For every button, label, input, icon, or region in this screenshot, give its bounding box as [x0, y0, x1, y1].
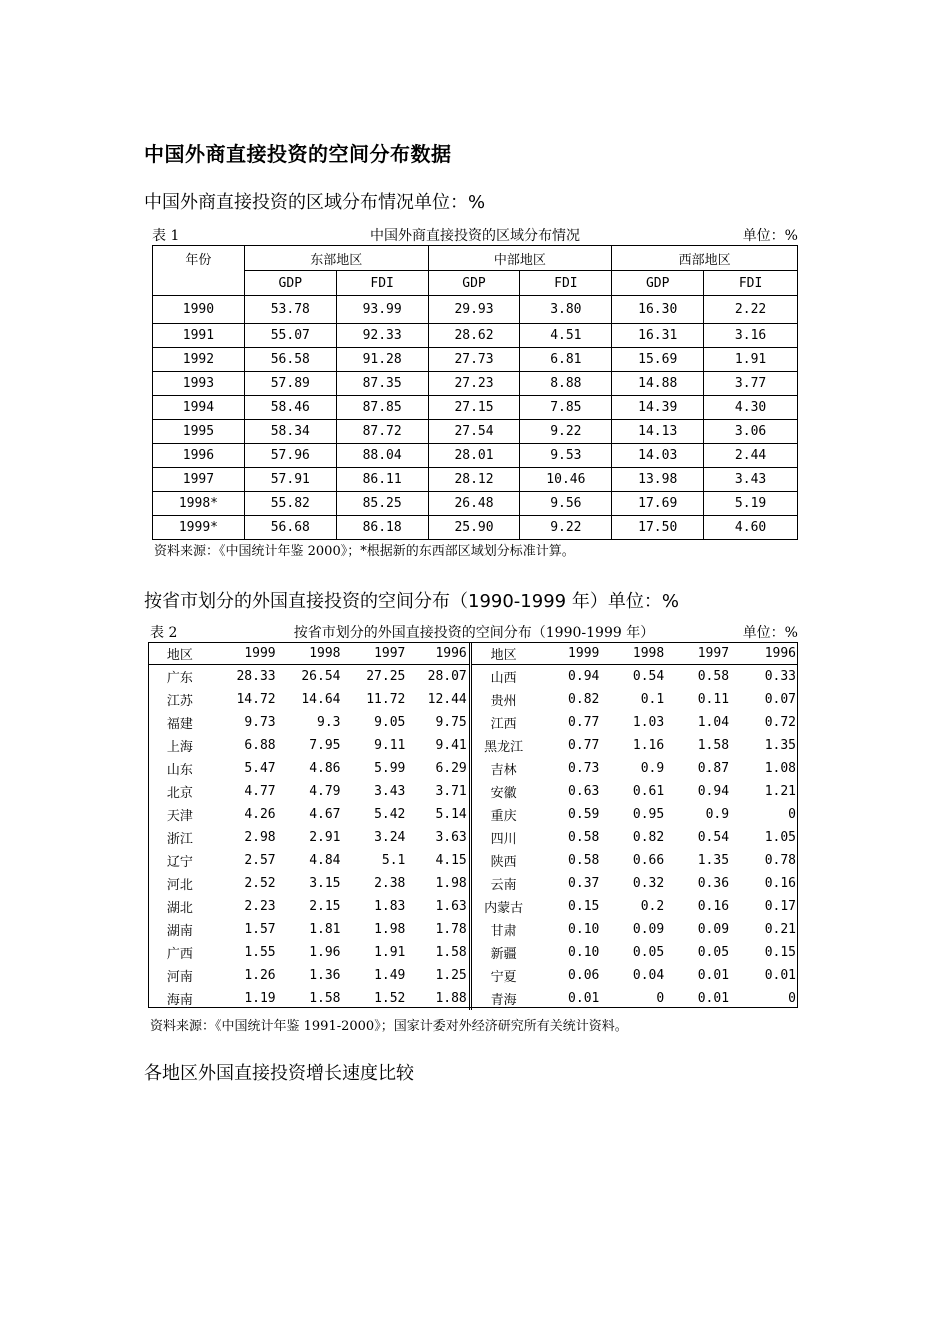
- value-cell: 14.72: [236, 692, 276, 707]
- value-cell: 0.72: [764, 715, 796, 730]
- value-cell: 1.35: [697, 853, 730, 868]
- value-cell: 0.61: [632, 784, 665, 799]
- value-cell: 0.77: [568, 715, 600, 730]
- province-cell: 辽宁: [166, 855, 193, 870]
- province-cell: 上海: [166, 740, 193, 755]
- province-cell: 福建: [166, 717, 193, 732]
- value-cell: 4.77: [244, 784, 276, 799]
- value-cell: 0.94: [568, 669, 600, 684]
- section-title-growth: 各地区外国直接投资增长速度比较: [144, 1063, 414, 1084]
- section-title-provincial: 按省市划分的外国直接投资的空间分布（1990-1999 年）单位：%: [144, 591, 679, 612]
- value-cell: 0.2: [640, 899, 665, 914]
- table2-source: 资料来源：《中国统计年鉴 1991-2000》；国家计委对外经济研究所有关统计资料。: [150, 1019, 628, 1034]
- year-cell: 1993: [153, 372, 245, 396]
- value-cell: 0.17: [764, 899, 796, 914]
- value-cell: 14.03: [612, 444, 704, 468]
- value-cell: 1.88: [407, 987, 470, 1010]
- table2-header-row: [148, 642, 798, 665]
- table1-header-row: [153, 246, 798, 271]
- value-cell: 1.21: [764, 784, 796, 799]
- value-cell: 0.32: [632, 876, 665, 891]
- column-header: 1996: [407, 642, 470, 665]
- value-cell: 1.26: [244, 968, 276, 983]
- value-cell: 28.33: [236, 669, 276, 684]
- value-cell: 0.05: [632, 945, 665, 960]
- province-cell: 江西: [490, 717, 517, 732]
- province-cell: 青海: [490, 993, 517, 1008]
- year-cell: 1990: [153, 296, 245, 324]
- province-cell: 江苏: [166, 694, 193, 709]
- value-cell: 0.82: [632, 830, 665, 845]
- value-cell: 0.04: [632, 968, 665, 983]
- province-cell: 新疆: [490, 947, 517, 962]
- value-cell: 57.89: [244, 372, 336, 396]
- value-cell: 17.69: [612, 492, 704, 516]
- value-cell: 0.10: [568, 922, 600, 937]
- province-cell: 广东: [166, 671, 193, 686]
- table-row: [148, 665, 798, 689]
- table-row: [148, 803, 798, 826]
- value-cell: 0.59: [568, 807, 600, 822]
- value-cell: 1.91: [374, 945, 406, 960]
- value-cell: 3.24: [374, 830, 406, 845]
- value-cell: 0.82: [568, 692, 600, 707]
- value-cell: 27.23: [428, 372, 520, 396]
- column-header: 1997: [343, 642, 408, 665]
- value-cell: 29.93: [428, 296, 520, 324]
- value-cell: 0.36: [697, 876, 730, 891]
- value-cell: 7.95: [309, 738, 341, 753]
- year-cell: 1995: [153, 420, 245, 444]
- value-cell: 1.63: [407, 895, 470, 918]
- value-cell: 57.91: [244, 468, 336, 492]
- value-cell: 0.15: [568, 899, 600, 914]
- table-row: [153, 516, 798, 540]
- value-cell: 28.01: [428, 444, 520, 468]
- province-cell: 山西: [490, 671, 517, 686]
- table-row: [148, 895, 798, 918]
- table-row: [148, 711, 798, 734]
- table-row: [153, 348, 798, 372]
- value-cell: 0.66: [632, 853, 665, 868]
- value-cell: 2.44: [704, 444, 798, 468]
- province-cell: 宁夏: [490, 970, 517, 985]
- value-cell: 27.73: [428, 348, 520, 372]
- value-cell: 2.91: [309, 830, 341, 845]
- value-cell: 1.16: [632, 738, 665, 753]
- table-row: [153, 468, 798, 492]
- value-cell: 9.53: [520, 444, 612, 468]
- provincial-fdi-table: [148, 642, 798, 1010]
- value-cell: 0.95: [632, 807, 665, 822]
- value-cell: 0.54: [632, 669, 665, 684]
- table1-unit: 单位：%: [742, 228, 798, 244]
- value-cell: 0: [788, 807, 796, 822]
- value-cell: 1.03: [632, 715, 665, 730]
- value-cell: 9.73: [244, 715, 276, 730]
- value-cell: 1.98: [374, 922, 406, 937]
- value-cell: 3.06: [704, 420, 798, 444]
- value-cell: 1.58: [697, 738, 730, 753]
- value-cell: 5.99: [374, 761, 406, 776]
- metric-header: GDP: [244, 271, 336, 296]
- value-cell: 86.11: [336, 468, 428, 492]
- value-cell: 1.57: [244, 922, 276, 937]
- value-cell: 15.69: [612, 348, 704, 372]
- value-cell: 0.77: [568, 738, 600, 753]
- value-cell: 0.01: [697, 991, 730, 1006]
- table-row: [153, 324, 798, 348]
- value-cell: 1.58: [309, 991, 341, 1006]
- value-cell: 91.28: [336, 348, 428, 372]
- table-row: [148, 987, 798, 1010]
- value-cell: 11.72: [366, 692, 406, 707]
- year-cell: 1997: [153, 468, 245, 492]
- value-cell: 0.54: [697, 830, 730, 845]
- value-cell: 9.22: [520, 516, 612, 540]
- value-cell: 1.52: [374, 991, 406, 1006]
- value-cell: 3.43: [374, 784, 406, 799]
- value-cell: 10.46: [520, 468, 612, 492]
- value-cell: 12.44: [407, 688, 470, 711]
- value-cell: 1.96: [309, 945, 341, 960]
- value-cell: 6.81: [520, 348, 612, 372]
- value-cell: 0.10: [568, 945, 600, 960]
- value-cell: 58.34: [244, 420, 336, 444]
- value-cell: 2.23: [244, 899, 276, 914]
- column-header: 1998: [278, 642, 343, 665]
- page-title: 中国外商直接投资的空间分布数据: [144, 142, 452, 166]
- value-cell: 55.82: [244, 492, 336, 516]
- value-cell: 9.56: [520, 492, 612, 516]
- value-cell: 4.30: [704, 396, 798, 420]
- value-cell: 14.13: [612, 420, 704, 444]
- value-cell: 1.35: [764, 738, 796, 753]
- value-cell: 27.54: [428, 420, 520, 444]
- table-row: [148, 872, 798, 895]
- value-cell: 27.25: [366, 669, 406, 684]
- value-cell: 92.33: [336, 324, 428, 348]
- value-cell: 1.78: [407, 918, 470, 941]
- table-row: [148, 826, 798, 849]
- value-cell: 6.29: [407, 757, 470, 780]
- province-cell: 海南: [166, 993, 193, 1008]
- table2-title: 按省市划分的外国直接投资的空间分布（1990-1999 年）: [293, 625, 655, 641]
- table1-subheader-row: [153, 271, 798, 296]
- value-cell: 0.87: [697, 761, 730, 776]
- value-cell: 27.15: [428, 396, 520, 420]
- value-cell: 56.68: [244, 516, 336, 540]
- value-cell: 14.39: [612, 396, 704, 420]
- value-cell: 88.04: [336, 444, 428, 468]
- value-cell: 2.22: [704, 296, 798, 324]
- province-cell: 浙江: [166, 832, 193, 847]
- region-header: 东部地区: [244, 246, 428, 271]
- value-cell: 28.12: [428, 468, 520, 492]
- value-cell: 0.16: [697, 899, 730, 914]
- table-row: [153, 296, 798, 324]
- value-cell: 87.35: [336, 372, 428, 396]
- value-cell: 4.60: [704, 516, 798, 540]
- table-row: [148, 757, 798, 780]
- province-cell: 甘肃: [490, 924, 517, 939]
- province-cell: 陕西: [490, 855, 517, 870]
- value-cell: 4.84: [309, 853, 341, 868]
- value-cell: 1.49: [374, 968, 406, 983]
- value-cell: 0.01: [568, 991, 600, 1006]
- value-cell: 57.96: [244, 444, 336, 468]
- metric-header: FDI: [520, 271, 612, 296]
- value-cell: 1.19: [244, 991, 276, 1006]
- value-cell: 2.52: [244, 876, 276, 891]
- table-row: [148, 964, 798, 987]
- table-row: [153, 396, 798, 420]
- value-cell: 1.25: [407, 964, 470, 987]
- metric-header: FDI: [704, 271, 798, 296]
- value-cell: 5.19: [704, 492, 798, 516]
- value-cell: 0.9: [705, 807, 730, 822]
- column-header: 1999: [536, 642, 602, 665]
- table-row: [148, 849, 798, 872]
- metric-header: GDP: [612, 271, 704, 296]
- value-cell: 1.55: [244, 945, 276, 960]
- value-cell: 87.72: [336, 420, 428, 444]
- value-cell: 1.81: [309, 922, 341, 937]
- value-cell: 16.30: [612, 296, 704, 324]
- value-cell: 0.58: [568, 853, 600, 868]
- value-cell: 0.33: [764, 669, 796, 684]
- value-cell: 25.90: [428, 516, 520, 540]
- value-cell: 3.15: [309, 876, 341, 891]
- value-cell: 87.85: [336, 396, 428, 420]
- value-cell: 0.01: [764, 968, 796, 983]
- value-cell: 0.01: [697, 968, 730, 983]
- value-cell: 0.1: [640, 692, 665, 707]
- province-cell: 广西: [166, 947, 193, 962]
- value-cell: 1.08: [764, 761, 796, 776]
- value-cell: 1.36: [309, 968, 341, 983]
- value-cell: 14.64: [301, 692, 341, 707]
- value-cell: 5.42: [374, 807, 406, 822]
- value-cell: 9.41: [407, 734, 470, 757]
- value-cell: 7.85: [520, 396, 612, 420]
- value-cell: 9.22: [520, 420, 612, 444]
- value-cell: 4.26: [244, 807, 276, 822]
- table-row: [153, 444, 798, 468]
- table-row: [148, 941, 798, 964]
- value-cell: 5.47: [244, 761, 276, 776]
- value-cell: 9.3: [317, 715, 341, 730]
- value-cell: 26.54: [301, 669, 341, 684]
- column-header: 1999: [212, 642, 278, 665]
- value-cell: 2.38: [374, 876, 406, 891]
- value-cell: 0.15: [764, 945, 796, 960]
- value-cell: 55.07: [244, 324, 336, 348]
- value-cell: 0.05: [697, 945, 730, 960]
- regional-fdi-table: [152, 245, 798, 540]
- value-cell: 1.83: [374, 899, 406, 914]
- table2-unit: 单位：%: [742, 625, 798, 641]
- value-cell: 4.15: [407, 849, 470, 872]
- province-cell: 湖南: [166, 924, 193, 939]
- value-cell: 26.48: [428, 492, 520, 516]
- value-cell: 0.58: [568, 830, 600, 845]
- value-cell: 1.04: [697, 715, 730, 730]
- value-cell: 4.67: [309, 807, 341, 822]
- column-header: 地区: [148, 642, 212, 665]
- value-cell: 9.05: [374, 715, 406, 730]
- value-cell: 3.16: [704, 324, 798, 348]
- column-header: 1996: [731, 642, 798, 665]
- value-cell: 2.98: [244, 830, 276, 845]
- value-cell: 2.57: [244, 853, 276, 868]
- value-cell: 0.21: [764, 922, 796, 937]
- value-cell: 14.88: [612, 372, 704, 396]
- province-cell: 北京: [166, 786, 193, 801]
- section-title-regional: 中国外商直接投资的区域分布情况单位：%: [144, 192, 486, 213]
- value-cell: 0.94: [697, 784, 730, 799]
- value-cell: 0.09: [632, 922, 665, 937]
- year-cell: 1992: [153, 348, 245, 372]
- value-cell: 0.78: [764, 853, 796, 868]
- value-cell: 0.37: [568, 876, 600, 891]
- year-cell: 1991: [153, 324, 245, 348]
- province-cell: 山东: [166, 763, 193, 778]
- table1-label: 表 1: [152, 228, 180, 244]
- value-cell: 0.16: [764, 876, 796, 891]
- value-cell: 85.25: [336, 492, 428, 516]
- metric-header: GDP: [428, 271, 520, 296]
- value-cell: 3.80: [520, 296, 612, 324]
- province-cell: 内蒙古: [484, 901, 524, 916]
- province-cell: 河南: [166, 970, 193, 985]
- value-cell: 86.18: [336, 516, 428, 540]
- year-header: 年份: [153, 246, 245, 296]
- value-cell: 16.31: [612, 324, 704, 348]
- value-cell: 0: [656, 991, 665, 1006]
- table-row: [148, 780, 798, 803]
- value-cell: 0.9: [640, 761, 665, 776]
- value-cell: 3.71: [407, 780, 470, 803]
- value-cell: 8.88: [520, 372, 612, 396]
- table-row: [148, 918, 798, 941]
- province-cell: 吉林: [490, 763, 517, 778]
- value-cell: 9.75: [407, 711, 470, 734]
- table2-caption: [150, 622, 798, 642]
- year-cell: 1999*: [153, 516, 245, 540]
- province-cell: 云南: [490, 878, 517, 893]
- value-cell: 1.98: [407, 872, 470, 895]
- value-cell: 4.51: [520, 324, 612, 348]
- column-header: 1997: [666, 642, 731, 665]
- table-row: [153, 372, 798, 396]
- value-cell: 28.62: [428, 324, 520, 348]
- value-cell: 5.1: [381, 853, 406, 868]
- table2-label: 表 2: [150, 625, 178, 641]
- value-cell: 0.73: [568, 761, 600, 776]
- table-row: [153, 492, 798, 516]
- value-cell: 4.86: [309, 761, 341, 776]
- province-cell: 安徽: [490, 786, 517, 801]
- value-cell: 58.46: [244, 396, 336, 420]
- column-header: 1998: [601, 642, 666, 665]
- value-cell: 0.09: [697, 922, 730, 937]
- value-cell: 0: [788, 991, 796, 1006]
- table-row: [153, 420, 798, 444]
- province-cell: 河北: [166, 878, 193, 893]
- region-header: 中部地区: [428, 246, 612, 271]
- province-cell: 四川: [490, 832, 517, 847]
- year-cell: 1996: [153, 444, 245, 468]
- value-cell: 93.99: [336, 296, 428, 324]
- province-cell: 重庆: [490, 809, 517, 824]
- value-cell: 6.88: [244, 738, 276, 753]
- value-cell: 3.43: [704, 468, 798, 492]
- year-cell: 1994: [153, 396, 245, 420]
- region-header: 西部地区: [612, 246, 798, 271]
- table1-caption: [152, 225, 798, 245]
- value-cell: 9.11: [374, 738, 406, 753]
- province-cell: 天津: [166, 809, 193, 824]
- value-cell: 3.63: [407, 826, 470, 849]
- value-cell: 17.50: [612, 516, 704, 540]
- column-header: 地区: [470, 642, 535, 665]
- value-cell: 2.15: [309, 899, 341, 914]
- table1-source: 资料来源：《中国统计年鉴 2000》；*根据新的东西部区域划分标准计算。: [154, 544, 575, 559]
- province-cell: 湖北: [166, 901, 193, 916]
- value-cell: 3.77: [704, 372, 798, 396]
- value-cell: 1.58: [407, 941, 470, 964]
- value-cell: 1.91: [704, 348, 798, 372]
- table-row: [148, 688, 798, 711]
- value-cell: 1.05: [764, 830, 796, 845]
- value-cell: 13.98: [612, 468, 704, 492]
- value-cell: 0.07: [764, 692, 796, 707]
- value-cell: 0.58: [697, 669, 730, 684]
- value-cell: 0.63: [568, 784, 600, 799]
- value-cell: 28.07: [407, 665, 470, 689]
- value-cell: 53.78: [244, 296, 336, 324]
- value-cell: 56.58: [244, 348, 336, 372]
- table-row: [148, 734, 798, 757]
- value-cell: 0.06: [568, 968, 600, 983]
- metric-header: FDI: [336, 271, 428, 296]
- table1-title: 中国外商直接投资的区域分布情况: [370, 228, 580, 244]
- value-cell: 4.79: [309, 784, 341, 799]
- value-cell: 5.14: [407, 803, 470, 826]
- province-cell: 黑龙江: [484, 740, 524, 755]
- value-cell: 0.11: [697, 692, 730, 707]
- year-cell: 1998*: [153, 492, 245, 516]
- province-cell: 贵州: [490, 694, 517, 709]
